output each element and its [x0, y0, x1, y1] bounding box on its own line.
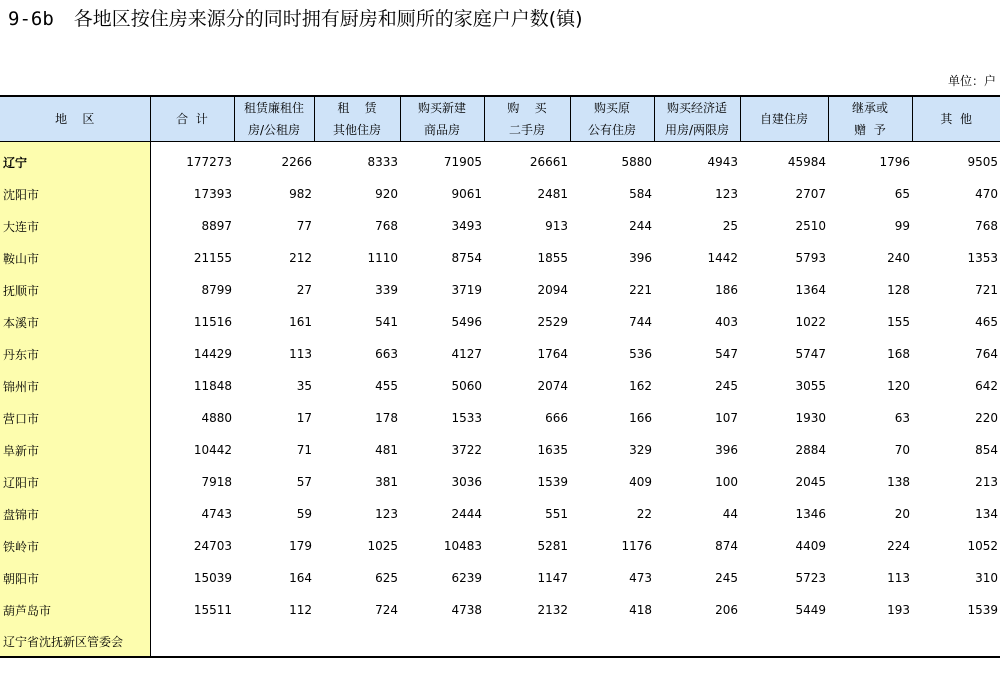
value-cell: 3722	[451, 443, 482, 457]
value-cell: 547	[715, 347, 738, 361]
value-cell: 4743	[201, 507, 232, 521]
value-cell: 310	[975, 571, 998, 585]
region-cell: 本溪市	[0, 306, 150, 338]
value-cell: 1147	[537, 571, 568, 585]
page-title	[8, 4, 583, 31]
table-row	[0, 434, 1000, 466]
region-cell: 沈阳市	[0, 178, 150, 210]
value-cell: 24703	[193, 539, 232, 553]
value-cell: 7918	[201, 475, 232, 489]
value-cell: 982	[289, 187, 312, 201]
value-cell: 5281	[537, 539, 568, 553]
column-header-label: 购买经济适 用房/两限房	[664, 101, 730, 137]
value-cell: 551	[545, 507, 568, 521]
data-table	[0, 95, 1000, 658]
value-cell: 666	[545, 411, 568, 425]
value-cell: 3493	[451, 219, 482, 233]
value-cell: 244	[629, 219, 652, 233]
value-cell: 1052	[967, 539, 998, 553]
value-cell: 3036	[451, 475, 482, 489]
value-cell: 874	[715, 539, 738, 553]
value-cell: 642	[975, 379, 998, 393]
value-cell: 1635	[537, 443, 568, 457]
value-cell: 9505	[967, 155, 998, 169]
value-cell: 2481	[537, 187, 568, 201]
value-cell: 409	[629, 475, 652, 489]
value-cell: 1796	[879, 155, 910, 169]
value-cell: 396	[715, 443, 738, 457]
region-cell: 铁岭市	[0, 530, 150, 562]
value-cell: 100	[715, 475, 738, 489]
value-cell: 10442	[193, 443, 232, 457]
value-cell: 1110	[367, 251, 398, 265]
value-cell: 3719	[451, 283, 482, 297]
column-header	[0, 96, 150, 142]
value-cell: 8897	[201, 219, 232, 233]
value-cell: 6239	[451, 571, 482, 585]
value-cell	[234, 626, 314, 657]
value-cell: 162	[629, 379, 652, 393]
column-header-label: 合 计	[176, 112, 208, 126]
value-cell: 2132	[537, 603, 568, 617]
value-cell: 11516	[193, 315, 232, 329]
value-cell: 112	[289, 603, 312, 617]
region-cell: 辽宁省沈抚新区管委会	[0, 626, 150, 657]
value-cell: 5793	[795, 251, 826, 265]
region-cell: 大连市	[0, 210, 150, 242]
value-cell: 45984	[787, 155, 826, 169]
value-cell: 14429	[193, 347, 232, 361]
column-header-label: 自建住房	[759, 112, 808, 126]
value-cell: 161	[289, 315, 312, 329]
value-cell: 213	[975, 475, 998, 489]
value-cell: 465	[975, 315, 998, 329]
value-cell: 2094	[537, 283, 568, 297]
value-cell: 1346	[795, 507, 826, 521]
value-cell	[400, 626, 484, 657]
value-cell: 8333	[367, 155, 398, 169]
column-header	[740, 96, 828, 142]
column-header	[570, 96, 654, 142]
value-cell: 179	[289, 539, 312, 553]
value-cell: 27	[296, 283, 312, 297]
value-cell: 1364	[795, 283, 826, 297]
column-header	[828, 96, 912, 142]
value-cell: 245	[715, 379, 738, 393]
value-cell: 4127	[451, 347, 482, 361]
value-cell: 1176	[621, 539, 652, 553]
column-header	[150, 96, 234, 142]
value-cell: 17	[296, 411, 312, 425]
value-cell: 470	[975, 187, 998, 201]
value-cell	[740, 626, 828, 657]
value-cell: 166	[629, 411, 652, 425]
table-row	[0, 498, 1000, 530]
value-cell: 35	[296, 379, 312, 393]
region-cell: 鞍山市	[0, 242, 150, 274]
value-cell: 854	[975, 443, 998, 457]
value-cell: 71	[296, 443, 312, 457]
value-cell: 1533	[451, 411, 482, 425]
column-header-label: 购买原 公有住房	[587, 101, 636, 137]
value-cell: 473	[629, 571, 652, 585]
value-cell: 25	[722, 219, 738, 233]
value-cell: 15511	[193, 603, 232, 617]
value-cell: 913	[545, 219, 568, 233]
value-cell: 113	[887, 571, 910, 585]
value-cell: 339	[375, 283, 398, 297]
column-header	[400, 96, 484, 142]
table-row	[0, 306, 1000, 338]
value-cell: 1539	[967, 603, 998, 617]
value-cell	[570, 626, 654, 657]
value-cell: 541	[375, 315, 398, 329]
region-cell: 葫芦岛市	[0, 594, 150, 626]
value-cell: 57	[296, 475, 312, 489]
region-cell: 抚顺市	[0, 274, 150, 306]
header-row	[0, 96, 1000, 142]
region-cell: 营口市	[0, 402, 150, 434]
value-cell: 2444	[451, 507, 482, 521]
table-row	[0, 370, 1000, 402]
table-row	[0, 242, 1000, 274]
column-header	[314, 96, 400, 142]
table-body	[0, 142, 1000, 658]
value-cell: 1539	[537, 475, 568, 489]
value-cell: 5060	[451, 379, 482, 393]
value-cell: 193	[887, 603, 910, 617]
value-cell: 220	[975, 411, 998, 425]
value-cell: 724	[375, 603, 398, 617]
value-cell: 17393	[193, 187, 232, 201]
column-header	[912, 96, 1000, 142]
value-cell: 8754	[451, 251, 482, 265]
column-header	[234, 96, 314, 142]
column-header-label: 其 他	[940, 112, 973, 126]
value-cell: 65	[894, 187, 910, 201]
table-row	[0, 626, 1000, 657]
value-cell: 920	[375, 187, 398, 201]
value-cell: 5747	[795, 347, 826, 361]
value-cell: 2045	[795, 475, 826, 489]
value-cell: 768	[975, 219, 998, 233]
region-cell: 辽阳市	[0, 466, 150, 498]
column-header-label: 购 买 二手房	[507, 101, 547, 137]
value-cell: 1442	[707, 251, 738, 265]
value-cell: 1025	[367, 539, 398, 553]
value-cell: 3055	[795, 379, 826, 393]
value-cell: 128	[887, 283, 910, 297]
column-header-label: 地 区	[55, 112, 95, 126]
value-cell	[150, 626, 234, 657]
column-header	[484, 96, 570, 142]
value-cell	[654, 626, 740, 657]
region-cell: 丹东市	[0, 338, 150, 370]
value-cell: 625	[375, 571, 398, 585]
value-cell	[314, 626, 400, 657]
value-cell: 1353	[967, 251, 998, 265]
value-cell: 1764	[537, 347, 568, 361]
value-cell: 44	[722, 507, 738, 521]
value-cell: 221	[629, 283, 652, 297]
value-cell: 164	[289, 571, 312, 585]
value-cell: 5880	[621, 155, 652, 169]
value-cell: 455	[375, 379, 398, 393]
value-cell: 240	[887, 251, 910, 265]
value-cell: 768	[375, 219, 398, 233]
value-cell: 10483	[443, 539, 482, 553]
value-cell: 4880	[201, 411, 232, 425]
value-cell: 155	[887, 315, 910, 329]
value-cell: 21155	[193, 251, 232, 265]
value-cell: 63	[894, 411, 910, 425]
value-cell: 134	[975, 507, 998, 521]
table-number: 9-6b	[8, 8, 54, 30]
value-cell: 113	[289, 347, 312, 361]
value-cell: 77	[296, 219, 312, 233]
value-cell: 396	[629, 251, 652, 265]
table-header	[0, 96, 1000, 142]
value-cell: 107	[715, 411, 738, 425]
value-cell: 2884	[795, 443, 826, 457]
value-cell: 721	[975, 283, 998, 297]
column-header-label: 购买新建 商品房	[417, 101, 466, 137]
value-cell: 4409	[795, 539, 826, 553]
value-cell: 1930	[795, 411, 826, 425]
value-cell: 5496	[451, 315, 482, 329]
value-cell: 5723	[795, 571, 826, 585]
region-cell: 盘锦市	[0, 498, 150, 530]
value-cell: 1855	[537, 251, 568, 265]
table-row	[0, 338, 1000, 370]
value-cell: 8799	[201, 283, 232, 297]
value-cell: 177273	[186, 155, 232, 169]
table-title: 各地区按住房来源分的同时拥有厨房和厕所的家庭户户数(镇)	[73, 8, 583, 30]
value-cell: 11848	[193, 379, 232, 393]
value-cell	[484, 626, 570, 657]
value-cell: 2266	[281, 155, 312, 169]
region-cell: 朝阳市	[0, 562, 150, 594]
value-cell	[912, 626, 1000, 657]
value-cell: 4943	[707, 155, 738, 169]
value-cell: 138	[887, 475, 910, 489]
value-cell: 123	[715, 187, 738, 201]
value-cell: 178	[375, 411, 398, 425]
value-cell: 20	[894, 507, 910, 521]
table-row	[0, 530, 1000, 562]
column-header-label: 继承或 赠 予	[851, 101, 888, 137]
region-cell: 锦州市	[0, 370, 150, 402]
value-cell: 329	[629, 443, 652, 457]
table-row	[0, 178, 1000, 210]
value-cell: 481	[375, 443, 398, 457]
column-header-label: 租 赁 其他住房	[332, 101, 381, 137]
value-cell: 71905	[443, 155, 482, 169]
value-cell: 212	[289, 251, 312, 265]
column-header	[654, 96, 740, 142]
value-cell: 186	[715, 283, 738, 297]
value-cell: 2510	[795, 219, 826, 233]
value-cell: 2529	[537, 315, 568, 329]
value-cell: 381	[375, 475, 398, 489]
value-cell: 2074	[537, 379, 568, 393]
table-row	[0, 274, 1000, 306]
value-cell	[828, 626, 912, 657]
value-cell: 123	[375, 507, 398, 521]
value-cell: 245	[715, 571, 738, 585]
value-cell: 2707	[795, 187, 826, 201]
value-cell: 224	[887, 539, 910, 553]
value-cell: 4738	[451, 603, 482, 617]
value-cell: 1022	[795, 315, 826, 329]
value-cell: 744	[629, 315, 652, 329]
value-cell: 764	[975, 347, 998, 361]
value-cell: 536	[629, 347, 652, 361]
value-cell: 206	[715, 603, 738, 617]
table-row	[0, 210, 1000, 242]
region-cell: 辽宁	[0, 142, 150, 179]
table-row	[0, 562, 1000, 594]
value-cell: 70	[894, 443, 910, 457]
value-cell: 584	[629, 187, 652, 201]
value-cell: 403	[715, 315, 738, 329]
value-cell: 22	[636, 507, 652, 521]
region-cell: 阜新市	[0, 434, 150, 466]
value-cell: 418	[629, 603, 652, 617]
value-cell: 15039	[193, 571, 232, 585]
value-cell: 59	[296, 507, 312, 521]
unit-label: 单位：户	[947, 74, 996, 88]
table-row	[0, 402, 1000, 434]
value-cell: 120	[887, 379, 910, 393]
value-cell: 9061	[451, 187, 482, 201]
value-cell: 99	[894, 219, 910, 233]
value-cell: 26661	[529, 155, 568, 169]
column-header-label: 租赁廉租住 房/公租房	[243, 101, 304, 137]
table-row	[0, 466, 1000, 498]
value-cell: 663	[375, 347, 398, 361]
table-row	[0, 142, 1000, 179]
table-row	[0, 594, 1000, 626]
value-cell: 168	[887, 347, 910, 361]
value-cell: 5449	[795, 603, 826, 617]
